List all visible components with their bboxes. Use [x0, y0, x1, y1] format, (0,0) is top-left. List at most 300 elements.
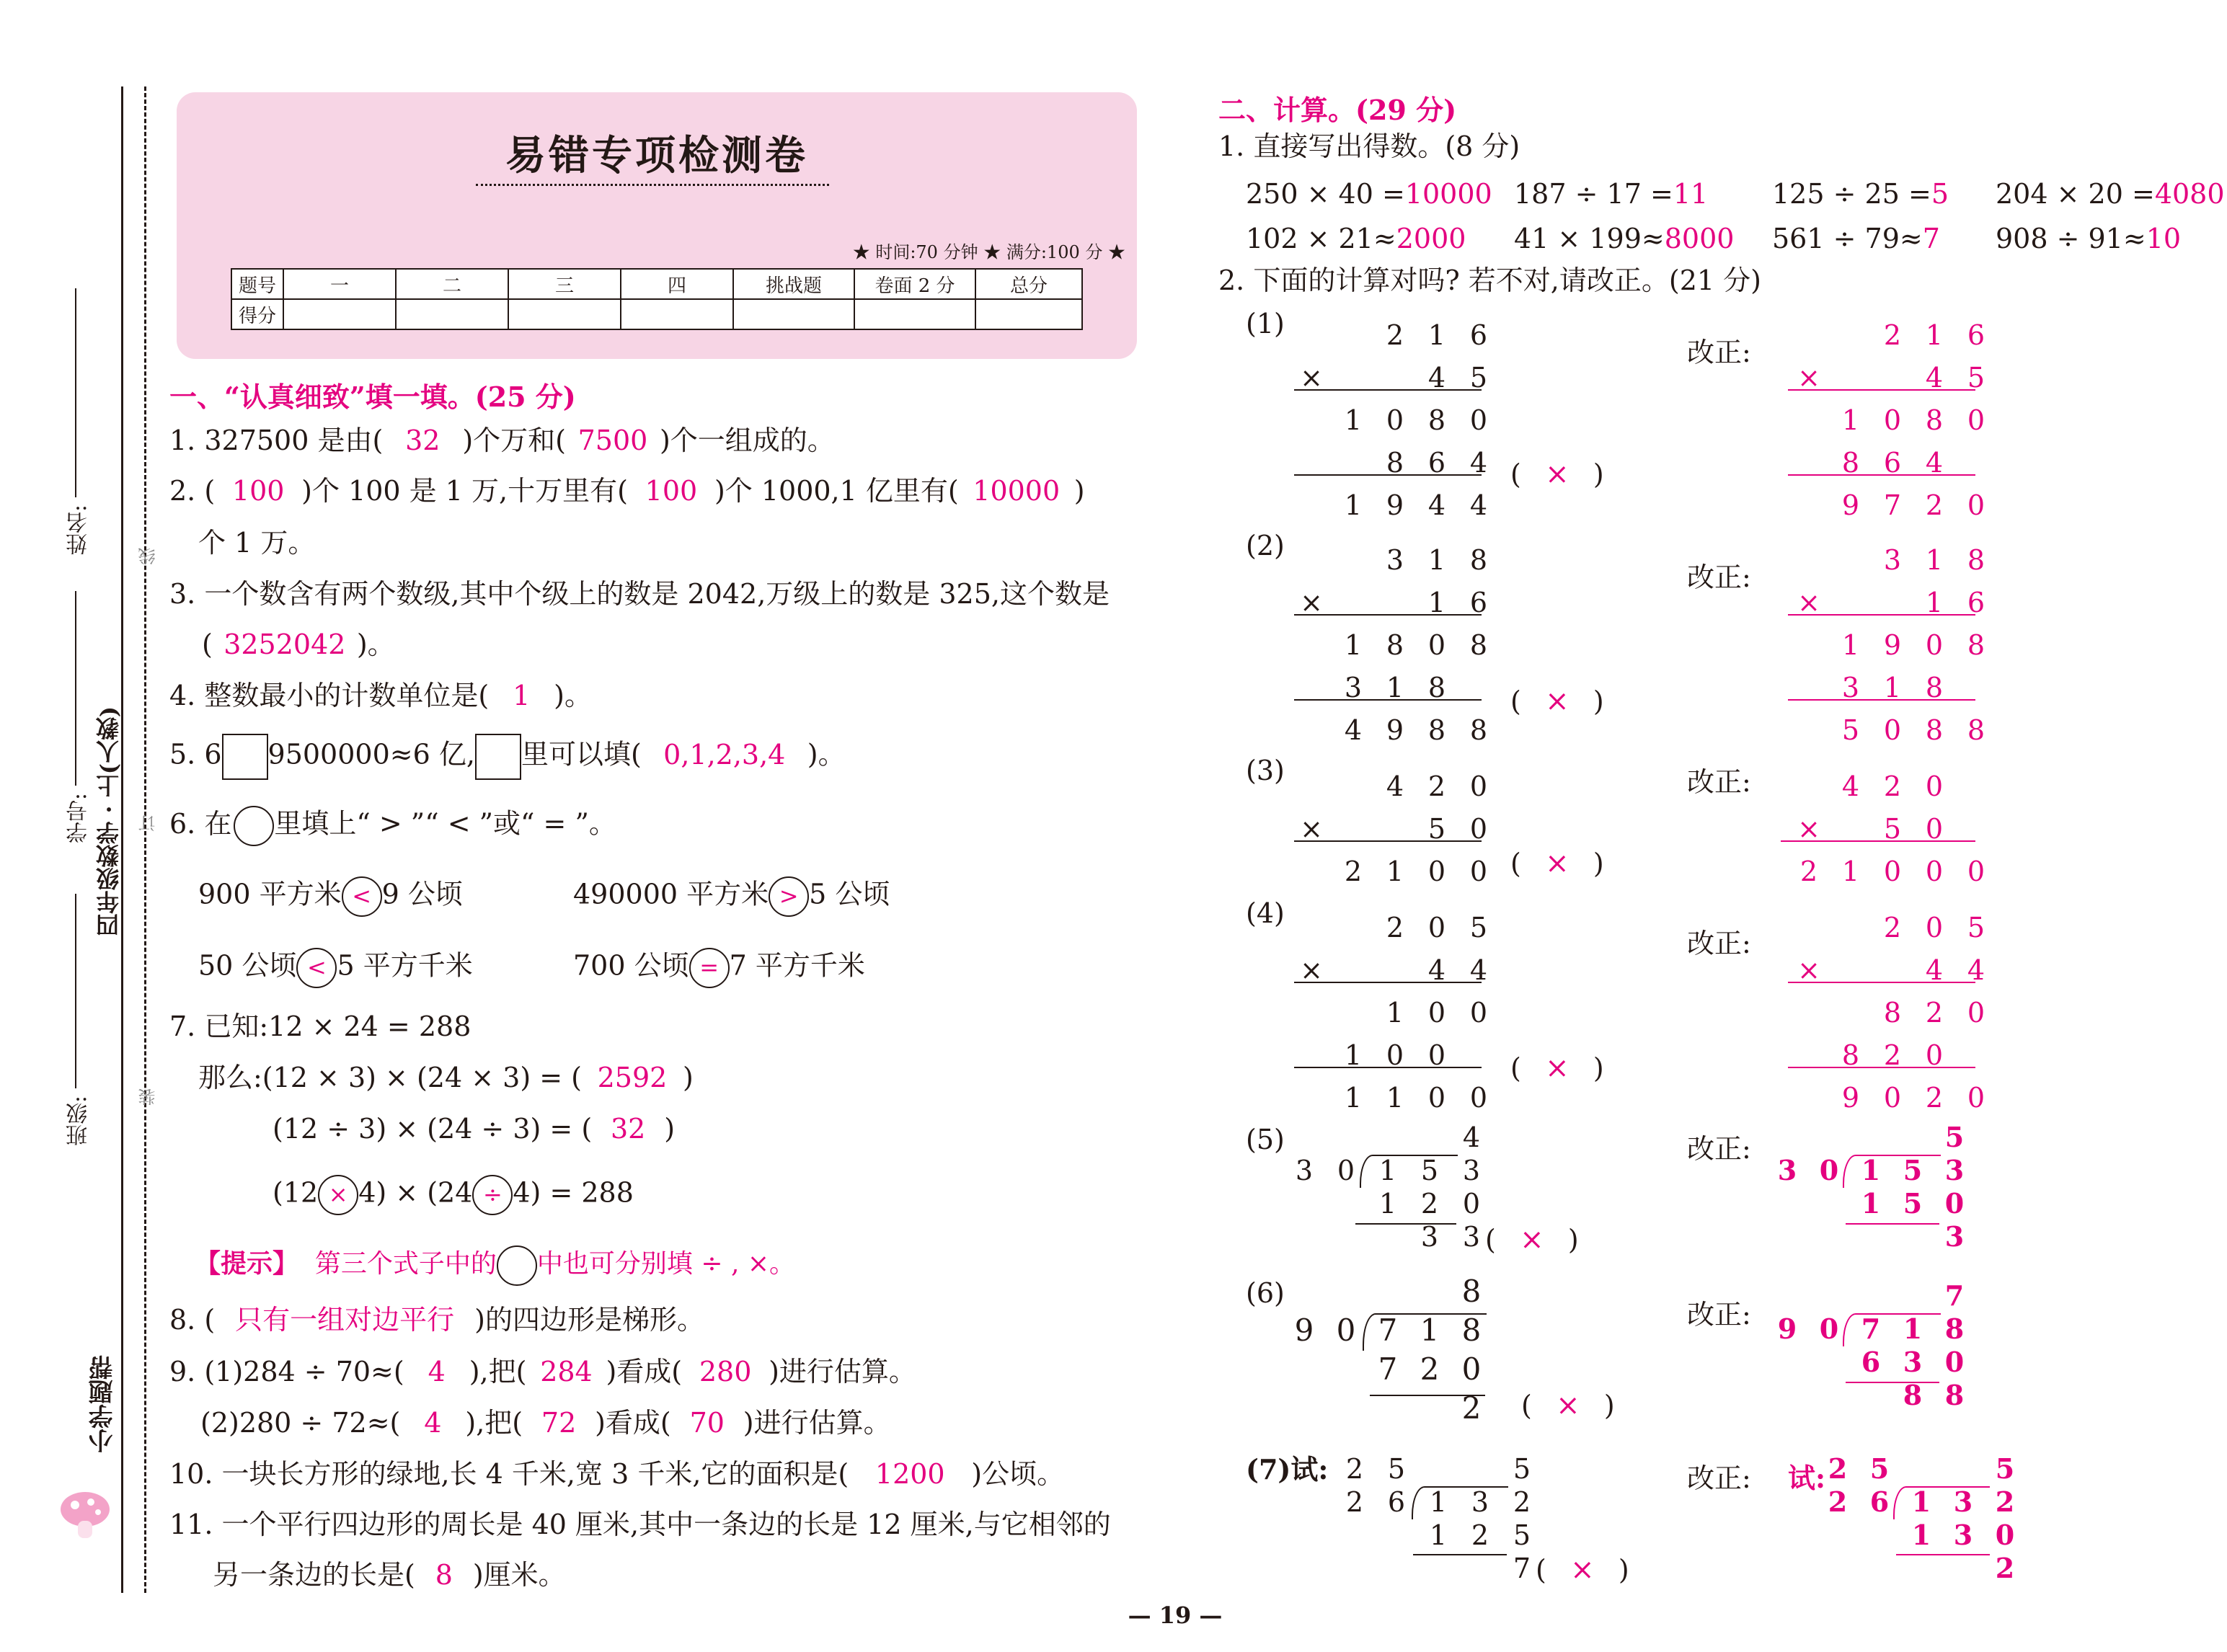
judge-3: [1510, 849, 1604, 878]
q7-text-d: (12: [273, 1176, 319, 1209]
binding-line-dashed: [144, 86, 146, 1593]
q7-paren-close: ): [664, 1113, 676, 1145]
q5: [169, 734, 846, 780]
q6: [169, 806, 616, 846]
q10-text-a: 10. 一块长方形的绿地,长 4 千米,宽 3 千米,它的面积是(: [169, 1458, 849, 1490]
fix-label: 改正:: [1687, 928, 1751, 959]
q5-blank-box[interactable]: [222, 734, 268, 780]
calc-rule: [1788, 474, 1975, 476]
q9-1: [169, 1358, 916, 1385]
q9-2: [200, 1407, 891, 1439]
oral-item: [1514, 225, 1734, 252]
score-input-cell[interactable]: [508, 299, 621, 329]
q6-text-b: 里填上“ > ”“ < ”或“ = ”。: [274, 807, 616, 840]
q9-text-d: )进行估算。: [769, 1356, 916, 1387]
title-underline: [476, 184, 829, 186]
calc1-original: [1290, 314, 1500, 527]
calc-rule: [1846, 1223, 1939, 1225]
q7: 7. 已知:12 × 24 = 288: [169, 1011, 471, 1042]
judge-mark[interactable]: ×: [1545, 847, 1569, 880]
calc7-fix-try: 试:: [1788, 1462, 1826, 1494]
exam-meta: ★ 时间:70 分钟 ★ 满分:100 分 ★: [852, 242, 1125, 262]
q9-answer-5[interactable]: 72: [541, 1407, 577, 1439]
calc-row: 3 1 8: [1386, 544, 1488, 576]
q11-text-b: 另一条边的长是(: [213, 1559, 415, 1591]
hint-text-c: 中也可分别填 ÷ , ×。: [536, 1249, 796, 1279]
q2: [169, 477, 1085, 505]
calc-row: 1 5 0: [1861, 1187, 1965, 1220]
oral-item: [1996, 180, 2225, 208]
calc-row: 2 1 0 0: [1344, 856, 1488, 887]
calc-row: 1 2 5: [1429, 1519, 1531, 1551]
score-input-cell[interactable]: [396, 299, 508, 329]
score-table: [231, 268, 1083, 330]
q9-text-c: )看成(: [595, 1407, 671, 1439]
oral-question: 204 × 20 =: [1996, 178, 2155, 210]
division-bracket: [1843, 1155, 1941, 1188]
oral-answer[interactable]: 5: [1931, 178, 1949, 210]
q6-item-left: 700 公顷: [573, 949, 689, 982]
q6-compare-3[interactable]: <: [296, 948, 337, 988]
margin-brand-label: 小学题帮: [89, 1355, 118, 1453]
q10-text-b: )公顷。: [971, 1458, 1065, 1490]
q3-answer[interactable]: 3252042: [223, 629, 346, 660]
q7-text-e: 4) × (24: [358, 1176, 473, 1209]
calc-row: × 4 5: [1300, 362, 1488, 394]
calc-row: 8: [1461, 1274, 1482, 1309]
q1: [169, 427, 835, 454]
q6-item-4: [573, 948, 865, 988]
q2-continued: 个 1 万。: [198, 527, 316, 559]
oral-question: 102 × 21≈: [1246, 223, 1396, 254]
q2-text-d: ): [1073, 475, 1085, 507]
q7-text-b: 那么:(12 × 3) × (24 × 3) = (: [198, 1062, 582, 1093]
q11-answer[interactable]: 8: [435, 1559, 453, 1591]
q5-answer[interactable]: 0,1,2,3,4: [663, 738, 786, 771]
calc-row: × 5 0: [1300, 813, 1488, 845]
calc1-fix: [1788, 314, 1997, 527]
q7-text-f: 4) = 288: [513, 1176, 634, 1209]
calc-row: 3 0 1 5 3: [1295, 1155, 1481, 1186]
calc-rule: [1413, 1554, 1507, 1555]
q9-text-b: ),把(: [469, 1356, 527, 1387]
q6-text-a: 6. 在: [169, 807, 232, 840]
calc-row: 8 6 4: [1841, 447, 1944, 479]
oral-item: [1514, 180, 1708, 208]
cut-mark-zhuang: 装: [138, 1088, 159, 1106]
problem-label: (5): [1246, 1124, 1285, 1155]
calc-row: 8 8: [1903, 1379, 1965, 1411]
calc-row: 2 1 0 0 0: [1799, 856, 1985, 887]
calc-row: 1 0 8 0: [1841, 404, 1985, 436]
q6-item-3: [198, 948, 473, 988]
calc-row: 9 0 7 1 8: [1777, 1313, 1965, 1345]
mushroom-logo-icon: [56, 1485, 114, 1542]
q9-text-a: 9. (1)284 ÷ 70≈(: [169, 1356, 404, 1387]
score-row-label: 得分: [231, 299, 283, 329]
calc-rule: [1355, 1223, 1456, 1225]
calc2-original: [1290, 539, 1500, 752]
q9-text-d: )进行估算。: [743, 1407, 891, 1439]
calc-row: 1 2 0: [1378, 1188, 1481, 1220]
paren-open: (: [1510, 848, 1521, 879]
oral-question: 41 × 199≈: [1514, 223, 1665, 254]
calc-row: 3 1 8: [1841, 672, 1944, 703]
score-header-row: [231, 269, 1082, 299]
oral-question: 250 × 40 =: [1246, 178, 1405, 210]
division-bracket: [1843, 1313, 1941, 1346]
calc-row: 5: [1944, 1121, 1965, 1153]
paren-open: (: [1510, 1052, 1521, 1084]
fix-label: 改正:: [1687, 1462, 1751, 1494]
calc-row: 2 6 1 3 2: [1345, 1486, 1531, 1518]
calc-row: 1 9 0 8: [1841, 629, 1985, 661]
calc-row: × 4 4: [1797, 954, 1985, 986]
fix-label: 改正:: [1687, 1133, 1751, 1165]
calc-row: × 4 4: [1300, 954, 1488, 986]
q7-paren-close: ): [682, 1062, 694, 1093]
score-input-cell[interactable]: [854, 299, 975, 329]
paren-close: ): [1593, 848, 1604, 879]
judge-1: [1510, 460, 1604, 489]
margin-name-line: [75, 288, 76, 497]
oral-answer[interactable]: 10000: [1404, 178, 1492, 210]
score-header-cell: 卷面 2 分: [854, 269, 975, 299]
paren-close: ): [1593, 685, 1604, 717]
calc-row: 5 0 8 8: [1841, 714, 1985, 746]
calc-rule: [1294, 614, 1482, 616]
q5-text-a: 5. 6: [169, 738, 222, 771]
problem-label: (4): [1246, 897, 1285, 929]
q6-item-right: 9 公顷: [381, 878, 463, 910]
calc-rule: [1294, 474, 1482, 476]
q8-text-b: )的四边形是梯形。: [474, 1304, 704, 1336]
judge-7: [1536, 1555, 1629, 1584]
hint-text-b: 第三个式子中的: [314, 1249, 497, 1279]
calc-row: 2 1 6: [1883, 319, 1985, 351]
score-value-row: [231, 299, 1082, 329]
calc-row: 2 1 6: [1386, 319, 1488, 351]
calc-row: 2 5 5: [1828, 1452, 2015, 1485]
score-input-cell[interactable]: [621, 299, 733, 329]
q7-answer-1[interactable]: 2592: [597, 1062, 668, 1093]
calc-row: 2: [1461, 1390, 1482, 1426]
q5-text-c: 里可以填(: [521, 738, 642, 771]
oral-item: [1996, 225, 2181, 252]
calc-rule: [1294, 389, 1482, 391]
q5-text-d: )。: [807, 738, 846, 771]
q9-answer-2[interactable]: 284: [540, 1356, 593, 1387]
oral-question: 125 ÷ 25 =: [1772, 178, 1931, 210]
margin-name-label: 姓名:: [66, 505, 92, 556]
calc-row: 2: [1995, 1552, 2015, 1584]
calc-row: 1 8 0 8: [1344, 629, 1488, 661]
q2-text-a: 2. (: [169, 475, 216, 507]
q7-line-2: [273, 1113, 676, 1145]
margin-number-label: 学号:: [66, 793, 92, 844]
paren-close: ): [1593, 1052, 1604, 1084]
q6-item-1: [198, 876, 463, 917]
q1-text-c: )个一组成的。: [659, 425, 835, 456]
oral-item: [1246, 225, 1466, 252]
problem-label: (7)试:: [1246, 1453, 1329, 1486]
q9-answer-1[interactable]: 4: [428, 1356, 446, 1387]
calc-rule: [1781, 840, 1975, 842]
oral-item: [1772, 180, 1949, 208]
judge-mark[interactable]: ×: [1545, 458, 1569, 491]
calc-rule: [1788, 389, 1975, 391]
oral-item: [1246, 180, 1492, 208]
paren-open: (: [1510, 685, 1521, 717]
q2-text-b: )个 100 是 1 万,十万里有(: [301, 475, 628, 507]
division-bracket: [1363, 1313, 1487, 1351]
score-input-cell[interactable]: [733, 299, 854, 329]
calc4-original: [1290, 907, 1500, 1119]
judge-mark[interactable]: ×: [1570, 1553, 1595, 1586]
q6-item-right: 7 平方千米: [729, 949, 865, 982]
q6-item-left: 50 公顷: [198, 949, 297, 982]
calc-row: 3 3: [1420, 1221, 1481, 1253]
q2-answer-2[interactable]: 100: [645, 475, 698, 507]
calc3-original: [1290, 765, 1500, 893]
calc-row: 9 0 7 1 8: [1294, 1313, 1482, 1348]
calc-rule: [1896, 1554, 1990, 1555]
oral-answer[interactable]: 8000: [1664, 223, 1735, 254]
q6-item-2: [573, 876, 890, 917]
problem-label: (6): [1246, 1277, 1285, 1309]
page-number: — 19 —: [1128, 1602, 1223, 1629]
q9-text-c: )看成(: [606, 1356, 683, 1387]
q8: [169, 1304, 704, 1336]
calc-row: 7 2 0: [1378, 1351, 1482, 1387]
q1-text-b: )个万和(: [462, 425, 566, 456]
calc-row: 1 0 0: [1344, 1039, 1446, 1071]
q6-item-right: 5 公顷: [809, 878, 890, 910]
calc-row: 7: [1513, 1553, 1531, 1584]
q1-answer-1[interactable]: 32: [405, 425, 440, 456]
q9-answer-3[interactable]: 280: [699, 1356, 752, 1387]
division-bracket: [1412, 1486, 1508, 1519]
oral-question: 187 ÷ 17 =: [1514, 178, 1673, 210]
division-bracket: [1893, 1486, 1990, 1519]
calc-row: 2 5 5: [1345, 1453, 1531, 1485]
cut-mark-xian: 线: [138, 548, 159, 565]
score-header-cell: 一: [283, 269, 396, 299]
hint-label: 【提示】: [195, 1248, 299, 1279]
calc-row: 3 1 8: [1344, 672, 1446, 703]
calc-rule: [1788, 614, 1975, 616]
q11-line-2: [213, 1561, 566, 1589]
problem-label: (2): [1246, 530, 1285, 561]
q6-item-left: 900 平方米: [198, 878, 342, 910]
calc-row: × 1 6: [1797, 587, 1985, 618]
paren-close: ): [1593, 458, 1604, 490]
fix-label: 改正:: [1687, 766, 1751, 798]
q5-text-b: 9500000≈6 亿,: [267, 738, 475, 771]
calc4-fix: [1788, 907, 1997, 1119]
q6-compare-1[interactable]: <: [342, 876, 382, 917]
calc-row: × 4 5: [1797, 362, 1985, 394]
judge-2: [1510, 687, 1604, 716]
hint: [195, 1245, 795, 1286]
calc-rule: [1294, 1067, 1482, 1068]
oral-answer[interactable]: 2000: [1396, 223, 1466, 254]
score-input-cell[interactable]: [283, 299, 396, 329]
calc-row: 4 2 0: [1386, 771, 1488, 802]
calc-row: 1 3 0: [1911, 1519, 2015, 1551]
q9-answer-6[interactable]: 70: [689, 1407, 725, 1439]
calc3-fix: [1788, 765, 1997, 893]
judge-5: [1485, 1225, 1579, 1254]
judge-6: [1521, 1391, 1615, 1420]
q3-paren-open: (: [202, 629, 213, 660]
score-header-cell: 总分: [975, 269, 1082, 299]
score-header-cell: 题号: [231, 269, 283, 299]
calc-rule: [1294, 840, 1482, 842]
q10: [169, 1460, 1064, 1488]
section2-heading: 二、计算。(29 分): [1218, 94, 1457, 126]
division-bracket: [1360, 1155, 1458, 1188]
q7-line-3: [273, 1175, 634, 1215]
q6-compare-2[interactable]: >: [769, 876, 809, 917]
score-header-cell: 挑战题: [733, 269, 854, 299]
q10-answer[interactable]: 1200: [875, 1458, 945, 1490]
calc-row: 8 2 0: [1841, 1039, 1944, 1071]
q3-text-c: )。: [356, 629, 395, 660]
oral-answer[interactable]: 7: [1922, 223, 1940, 254]
q6-item-left: 490000 平方米: [573, 878, 769, 910]
score-input-cell[interactable]: [975, 299, 1082, 329]
calc-row: 4: [1462, 1122, 1481, 1153]
problem-label: (3): [1246, 755, 1285, 786]
q9-answer-4[interactable]: 4: [424, 1407, 442, 1439]
q4-text-a: 4. 整数最小的计数单位是(: [169, 680, 490, 711]
q7-answer-2[interactable]: 32: [611, 1113, 646, 1145]
paren-open: (: [1521, 1390, 1532, 1421]
paren-open: (: [1536, 1554, 1546, 1586]
paren-open: (: [1485, 1224, 1496, 1256]
problem-label: (1): [1246, 308, 1285, 339]
q3: 3. 一个数含有两个数级,其中个级上的数是 2042,万级上的数是 325,这个数是: [169, 578, 1110, 610]
q6-item-right: 5 平方千米: [337, 949, 473, 982]
calc-rule: [1294, 982, 1482, 983]
calc-row: 1 1 0 0: [1344, 1082, 1488, 1114]
judge-mark[interactable]: ×: [1545, 1052, 1569, 1085]
calc-rule: [1294, 699, 1482, 701]
q1-text-a: 1. 327500 是由(: [169, 425, 384, 456]
paren-close: ): [1618, 1554, 1629, 1586]
cut-mark-ding: 订: [138, 814, 159, 832]
oral-answer[interactable]: 4080: [2154, 178, 2225, 210]
section2-sub1: 1. 直接写出得数。(8 分): [1218, 130, 1520, 162]
calc-row: 2 0 5: [1883, 912, 1985, 943]
q9-text-b: ),把(: [465, 1407, 523, 1439]
calc-row: 9 0 2 0: [1841, 1082, 1985, 1114]
q2-answer-1[interactable]: 100: [231, 475, 285, 507]
q11: 11. 一个平行四边形的周长是 40 厘米,其中一条边的长是 12 厘米,与它相邻的: [169, 1509, 1111, 1540]
margin-book-label: 四年级数学 · 上(人教): [95, 706, 123, 937]
q7-text-c: (12 ÷ 3) × (24 ÷ 3) = (: [273, 1113, 593, 1145]
calc-row: 3: [1944, 1220, 1965, 1253]
section1-heading: 一、“认真细致”填一填。(25 分): [169, 381, 576, 413]
score-header-cell: 四: [621, 269, 733, 299]
q2-answer-3[interactable]: 10000: [973, 475, 1061, 507]
q3-answer-line: [202, 631, 395, 658]
calc-rule: [1788, 1067, 1975, 1068]
calc-row: 8 2 0: [1883, 997, 1985, 1029]
oral-question: 908 ÷ 91≈: [1996, 223, 2146, 254]
judge-mark[interactable]: ×: [1520, 1223, 1544, 1256]
score-header-cell: 二: [396, 269, 508, 299]
q9-text-e: (2)280 ÷ 72≈(: [200, 1407, 401, 1439]
margin-number-line: [75, 591, 76, 786]
fix-label: 改正:: [1687, 1299, 1751, 1331]
calc-row: 1 0 0: [1386, 997, 1488, 1029]
calc-row: × 1 6: [1300, 587, 1488, 618]
calc-row: 2 6 1 3 2: [1828, 1486, 2015, 1518]
oral-item: [1772, 225, 1940, 252]
calc-row: 7: [1944, 1279, 1965, 1312]
calc-rule: [1788, 982, 1975, 983]
calc-row: 2 0 5: [1386, 912, 1488, 943]
calc-row: 1 0 8 0: [1344, 404, 1488, 436]
hint-circle-icon: [497, 1245, 537, 1286]
calc-row: 4 9 8 8: [1344, 714, 1488, 746]
q2-text-c: )个 1000,1 亿里有(: [714, 475, 959, 507]
q7-op-1[interactable]: ×: [318, 1175, 358, 1215]
fix-label: 改正:: [1687, 561, 1751, 593]
margin-class-label: 班级:: [66, 1096, 92, 1147]
q1-answer-2[interactable]: 7500: [577, 425, 648, 456]
judge-mark[interactable]: ×: [1556, 1389, 1580, 1422]
calc-row: 4 2 0: [1841, 771, 1944, 802]
q6-circle-ref: [234, 806, 274, 846]
oral-question: 561 ÷ 79≈: [1772, 223, 1923, 254]
page-title: 易错专项检测卷: [505, 132, 808, 179]
calc-rule: [1370, 1395, 1485, 1396]
q8-answer[interactable]: 只有一组对边平行: [235, 1304, 455, 1336]
q5-blank-box-ref: [475, 734, 521, 780]
q7-op-2[interactable]: ÷: [472, 1175, 513, 1215]
calc-rule: [1846, 1382, 1939, 1383]
oral-answer[interactable]: 11: [1673, 178, 1709, 210]
calc-row: 8 6 4: [1386, 447, 1488, 479]
calc-row: 3 1 8: [1883, 544, 1985, 576]
judge-mark[interactable]: ×: [1545, 685, 1569, 718]
paren-close: ): [1567, 1224, 1579, 1256]
q7-line-1: [198, 1064, 694, 1091]
calc-row: 9 7 2 0: [1841, 489, 1985, 521]
fix-label: 改正:: [1687, 337, 1751, 368]
calc-row: 6 3 0: [1861, 1346, 1965, 1378]
judge-4: [1510, 1054, 1604, 1083]
section2-sub2: 2. 下面的计算对吗? 若不对,请改正。(21 分): [1218, 265, 1761, 296]
q4-answer[interactable]: 1: [513, 680, 531, 711]
calc-rule: [1788, 699, 1975, 701]
calc-row: 3 0 1 5 3: [1777, 1154, 1965, 1186]
q11-text-c: )厘米。: [472, 1559, 566, 1591]
paren-open: (: [1510, 458, 1521, 490]
calc2-fix: [1788, 539, 1997, 752]
q6-compare-4[interactable]: =: [689, 948, 730, 988]
paren-close: ): [1603, 1390, 1615, 1421]
q4: [169, 682, 592, 709]
q4-text-b: )。: [554, 680, 592, 711]
margin-class-line: [75, 894, 76, 1088]
oral-answer[interactable]: 10: [2146, 223, 2182, 254]
calc-row: × 5 0: [1797, 813, 1944, 845]
calc-row: 1 9 4 4: [1344, 489, 1488, 521]
